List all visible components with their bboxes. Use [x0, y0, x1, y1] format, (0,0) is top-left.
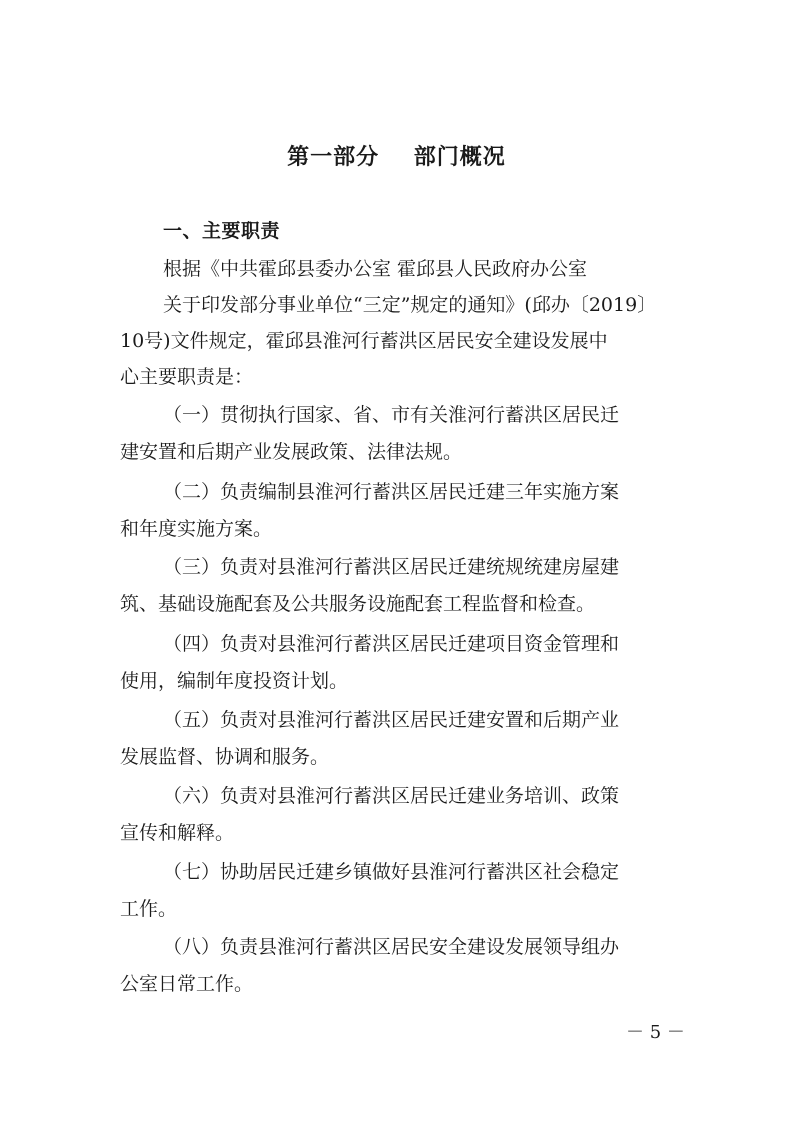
page-title: 第一部分 部门概况 [287, 145, 506, 170]
duty-line: 建安置和后期产业发展政策、法律法规。 [120, 441, 463, 463]
intro-line: 根据《中共霍邱县委办公室 霍邱县人民政府办公室 [163, 258, 588, 280]
duty-line: （五）负责对县淮河行蓄洪区居民迁建安置和后期产业 [163, 709, 620, 731]
duty-line: （八）负责县淮河行蓄洪区居民安全建设发展领导组办 [163, 936, 620, 958]
duty-line: 筑、基础设施配套及公共服务设施配套工程监督和检查。 [120, 593, 596, 615]
duty-line: 和年度实施方案。 [120, 518, 273, 540]
intro-line: 心主要职责是： [120, 366, 254, 388]
duty-line: 工作。 [120, 898, 178, 920]
duty-line: 公室日常工作。 [120, 973, 254, 995]
intro-line: 10号)文件规定，霍邱县淮河行蓄洪区居民安全建设发展中 [120, 330, 608, 352]
duty-line: （二）负责编制县淮河行蓄洪区居民迁建三年实施方案 [163, 481, 620, 503]
duty-line: 使用，编制年度投资计划。 [120, 670, 349, 692]
duty-line: （一）贯彻执行国家、省、市有关淮河行蓄洪区居民迁 [163, 404, 620, 426]
section-heading: 一、主要职责 [163, 220, 281, 242]
duty-line: 宣传和解释。 [120, 822, 235, 844]
duty-line: （四）负责对县淮河行蓄洪区居民迁建项目资金管理和 [163, 633, 620, 655]
page-number: － 5 － [626, 1022, 685, 1043]
duty-line: （七）协助居民迁建乡镇做好县淮河行蓄洪区社会稳定 [163, 861, 620, 883]
duty-line: 发展监督、协调和服务。 [120, 746, 330, 768]
duty-line: （三）负责对县淮河行蓄洪区居民迁建统规统建房屋建 [163, 556, 620, 578]
duty-line: （六）负责对县淮河行蓄洪区居民迁建业务培训、政策 [163, 785, 620, 807]
intro-line: 关于印发部分事业单位“三定”规定的通知》(邱办〔2019〕 [163, 294, 657, 316]
